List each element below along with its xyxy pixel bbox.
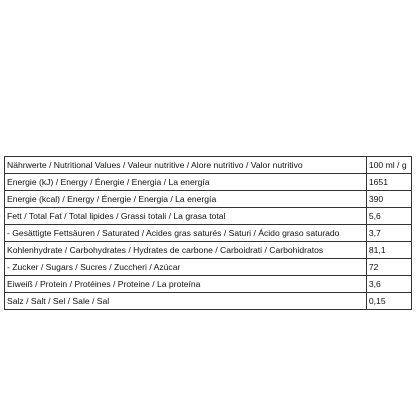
row-value: 3,6 (366, 276, 411, 293)
row-label: - Gesättigte Fettsäuren / Saturated / Acides gras saturés / Saturi / Ácido graso saturado (5, 225, 367, 242)
row-label: Fett / Total Fat / Total lipides / Grassi totali / La grasa total (5, 208, 367, 225)
nutrition-table-container (4, 156, 412, 310)
table-row-sugars (5, 259, 412, 276)
row-label: - Zucker / Sugars / Sucres / Zuccheri / Azúcar (5, 259, 367, 276)
row-value: 390 (366, 191, 411, 208)
table-row-carbohydrates (5, 242, 412, 259)
row-label: Energie (kJ) / Energy / Énergie / Energia / La energía (5, 174, 367, 191)
row-label: Energie (kcal) / Energy / Énergie / Energia / La energía (5, 191, 367, 208)
header-value-cell: 100 ml / g (366, 157, 411, 174)
row-value: 81,1 (366, 242, 411, 259)
row-value: 5,6 (366, 208, 411, 225)
header-label-cell: Nährwerte / Nutritional Values / Valeur nutritive / Alore nutritivo / Valor nutritivo (5, 157, 367, 174)
row-value: 72 (366, 259, 411, 276)
table-row-energy-kcal (5, 191, 412, 208)
table-header-row (5, 157, 412, 174)
row-value: 0,15 (366, 293, 411, 310)
row-label: Kohlenhydrate / Carbohydrates / Hydrates de carbone / Carboidrati / Carbohidratos (5, 242, 367, 259)
row-value: 3,7 (366, 225, 411, 242)
table-row-energy-kj (5, 174, 412, 191)
table-row-protein (5, 276, 412, 293)
table-row-salt (5, 293, 412, 310)
row-value: 1651 (366, 174, 411, 191)
table-row-fat (5, 208, 412, 225)
table-row-saturated (5, 225, 412, 242)
nutrition-table (4, 156, 412, 310)
row-label: Salz / Salt / Sel / Sale / Sal (5, 293, 367, 310)
row-label: Eiweiß / Protein / Protéines / Proteine / La proteína (5, 276, 367, 293)
